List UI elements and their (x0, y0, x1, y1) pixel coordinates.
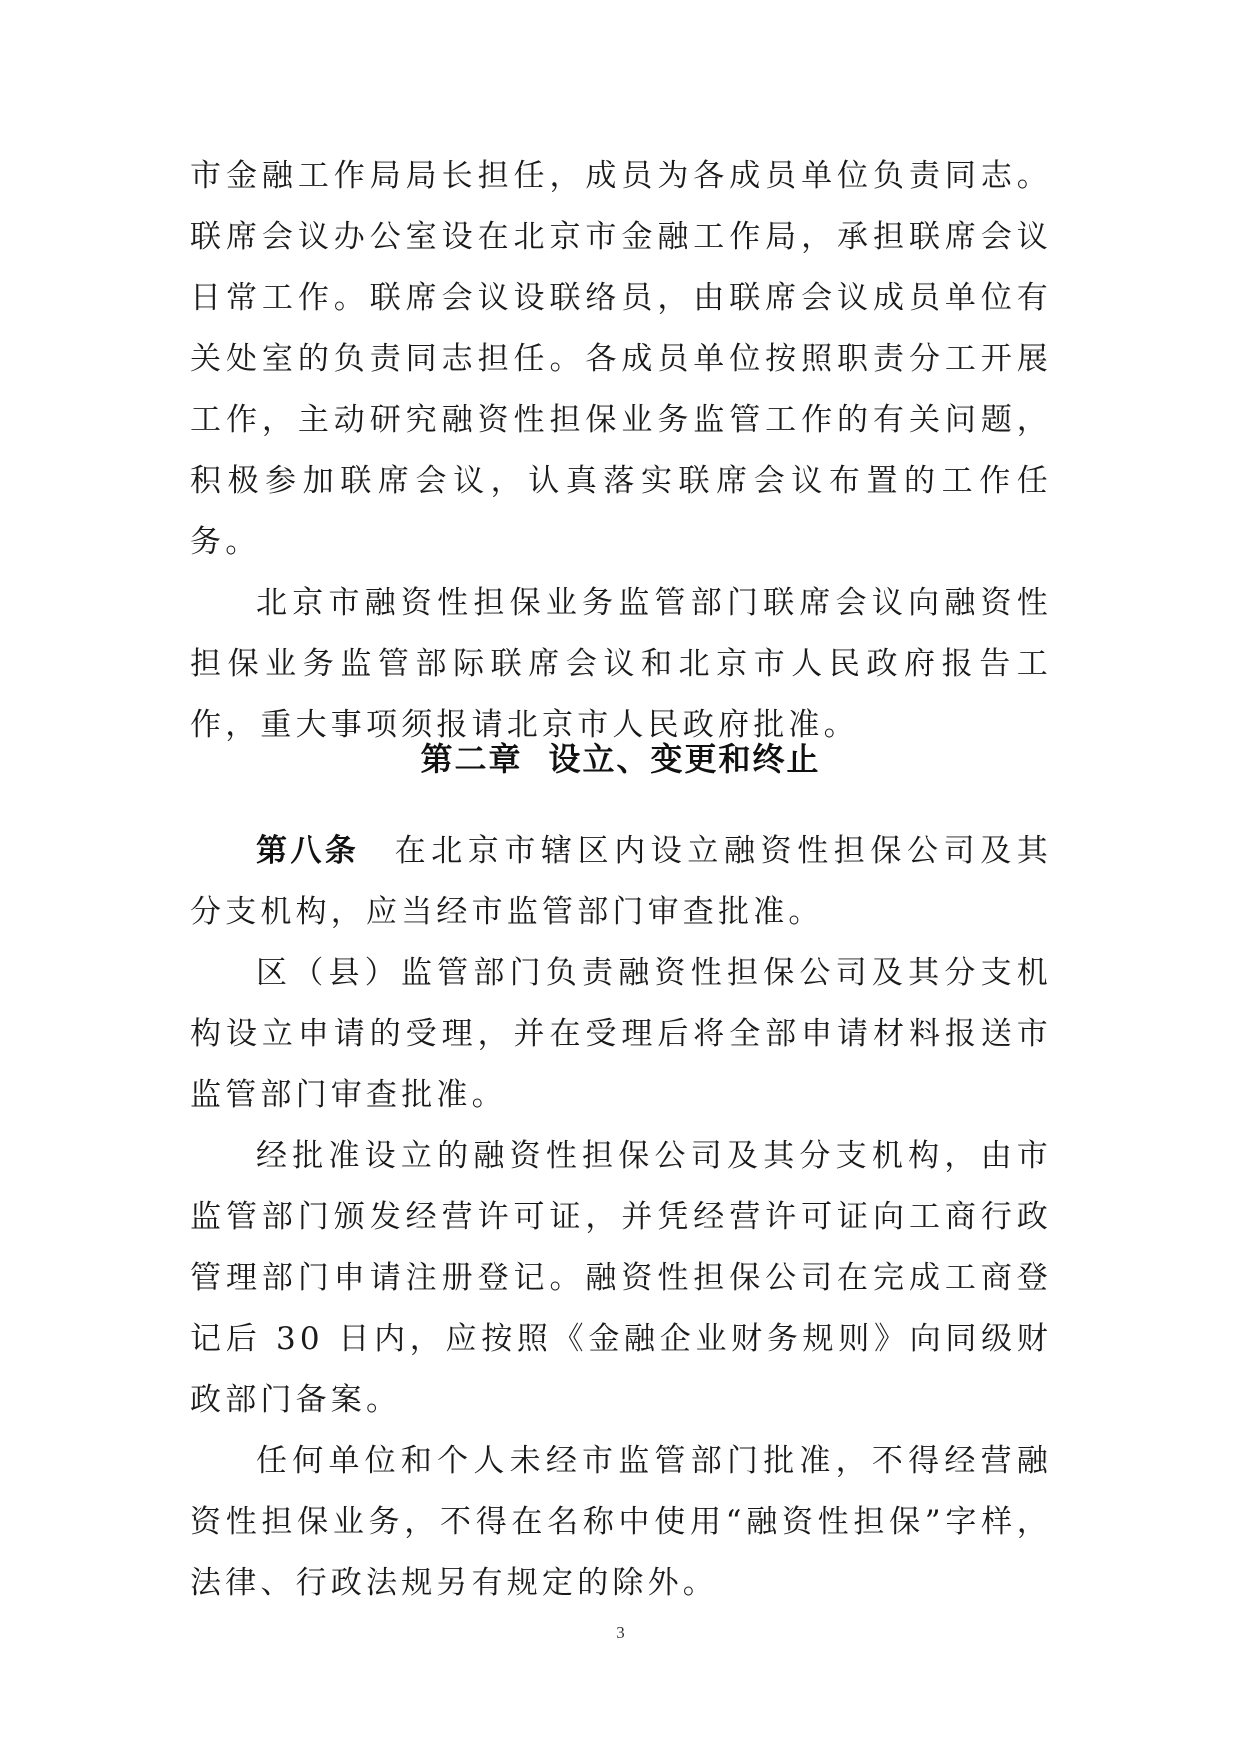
paragraph-license-registration: 经批准设立的融资性担保公司及其分支机构，由市监管部门颁发经营许可证，并凭经营许可证向工商行政管理部门申请注册登记。融资性担保公司在完成工商登记后 30 日内，应按照《金融企业财务规则》向同级财政部门备案。 (190, 1138, 1052, 1418)
chapter-heading (0, 733, 1241, 785)
continued-section (190, 146, 1052, 756)
paragraph-prohibition: 任何单位和个人未经市监管部门批准，不得经营融资性担保业务，不得在名称中使用“融资性担保”字样，法律、行政法规另有规定的除外。 (190, 1443, 1052, 1601)
chapter-title: 设立、变更和终止 (548, 740, 821, 778)
article-8-text: 在北京市辖区内设立融资性担保公司及其分支机构，应当经市监管部门审查批准。 (190, 833, 1052, 930)
paragraph-district-application: 区（县）监管部门负责融资性担保公司及其分支机构设立申请的受理，并在受理后将全部申请材料报送市监管部门审查批准。 (190, 955, 1052, 1113)
article-8-paragraph (190, 821, 1052, 943)
page-number: 3 (616, 1623, 625, 1642)
article-label: 第八条 (256, 833, 360, 869)
article-section (190, 821, 1052, 1614)
chapter-number: 第二章 (420, 740, 523, 778)
paragraph-joint-meeting-members: 市金融工作局局长担任，成员为各成员单位负责同志。联席会议办公室设在北京市金融工作局，承担联席会议日常工作。联席会议设联络员，由联席会议成员单位有关处室的负责同志担任。各成员单位按照职责分工开展工作，主动研究融资性担保业务监管工作的有关问题，积极参加联席会议，认真落实联席会议布置的工作任务。 (190, 158, 1052, 560)
paragraph-joint-meeting-reporting: 北京市融资性担保业务监管部门联席会议向融资性担保业务监管部际联席会议和北京市人民政府报告工作，重大事项须报请北京市人民政府批准。 (190, 585, 1052, 743)
